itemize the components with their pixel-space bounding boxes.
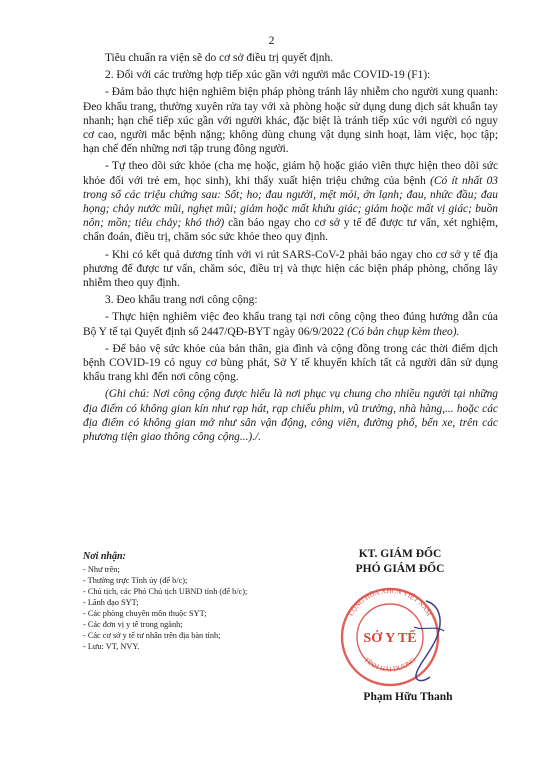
recipient-item: - Lưu: VT, NVY. — [83, 642, 140, 651]
signer-title: PHÓ GIÁM ĐỐC — [355, 563, 445, 575]
svg-text:CỘNG HÒA XHCN VIỆT NAM — [347, 587, 433, 618]
seal-text-top: CỘNG HÒA XHCN VIỆT NAM — [346, 586, 434, 618]
text-segment: - Để bảo vệ sức khỏe của bản thân, gia đình và cộng đồng trong các thời điểm dịch bệnh COVID-19 có nguy cơ bùng phát, Sở Y tế khuyến khích tất cả người dân sử dụng khẩu trang khi đến nơi công cộng. — [83, 342, 498, 384]
text-segment: Tiêu chuẩn ra viện sẽ do cơ sở điều trị quyết định. — [105, 52, 334, 64]
recipients-block — [83, 551, 323, 652]
recipient-item: - Thường trực Tỉnh ủy (để b/c); — [83, 576, 188, 585]
text-segment: 2. Đối với các trường hợp tiếp xúc gần với người mắc COVID-19 (F1): — [105, 69, 431, 82]
paragraph-self-monitoring — [83, 159, 498, 244]
signer-authority: KT. GIÁM ĐỐC — [358, 548, 442, 560]
paragraph-mask-regulation — [83, 310, 498, 338]
text-segment: - Tự theo dõi sức khỏe (cha mẹ hoặc, giám hộ hoặc giáo viên thực hiện theo dõi sức khỏe đối với trẻ em, học sinh), khi thấy xuất hiện triệu chứng của bệnh — [83, 160, 498, 187]
text-segment: - Thực hiện nghiêm việc đeo khẩu trang tại nơi công cộng theo đúng hướng dẫn của Bộ Y tế tại Quyết định số 2447/QĐ-BYT ngày 06/9/2022 — [83, 311, 498, 338]
text-segment: cần báo ngay cho cơ sở y tế để được tư vấn, xét nghiệm, chẩn đoán, điều trị, chăm sóc sức khỏe theo quy định. — [83, 217, 498, 244]
seal-center-text: SỞ Y TẾ — [363, 631, 417, 646]
recipient-item: - Các đơn vị y tế trong ngành; — [83, 620, 183, 629]
recipient-item: - Các phòng chuyên môn thuộc SYT; — [83, 609, 207, 618]
official-seal-icon — [318, 579, 468, 687]
paragraph-prevention — [83, 85, 498, 156]
seal-text-bottom: TỈNH HẢI DƯƠNG — [362, 656, 418, 674]
svg-text:TỈNH HẢI DƯƠNG — [362, 656, 417, 673]
signature-block — [300, 547, 500, 703]
heading-close-contacts — [83, 68, 498, 82]
signer-name: Phạm Hữu Thanh — [363, 691, 453, 703]
recipient-item: - Lãnh đạo SYT; — [83, 598, 139, 607]
recipient-item: - Chủ tịch, các Phó Chủ tịch UBND tỉnh (để b/c); — [83, 587, 248, 596]
text-segment: (Có ít nhất 03 trong số các triệu chứng sau: Sốt; ho; đau người, mệt mỏi, ớn lạnh; đau, nhức đầu; đau họng; chảy nước mũi, nghẹt mũi; giảm hoặc mất khứu giác; giảm hoặc mất vị giác; buồn nôn; mồn; tiêu chảy; khó thở) — [83, 174, 498, 230]
text-segment: (Ghi chú: Nơi công cộng được hiểu là nơi phục vụ chung cho nhiều người tại những địa điểm có không gian kín như rạp hát, rạp chiếu phim, vũ trường, nhà hàng,... hoặc các địa điểm có không gian mở như sân vận động, công viên, đường phố, bến xe, trên các phương tiện giao thông công cộng...)./. — [83, 388, 498, 444]
heading-masks-public — [83, 293, 498, 307]
paragraph-mask-encouragement — [83, 342, 498, 385]
page-number: 2 — [268, 33, 275, 47]
recipients-title: Nơi nhận: — [83, 551, 126, 562]
text-segment: 3. Đeo khẩu trang nơi công cộng: — [105, 294, 258, 307]
paragraph-positive-result — [83, 248, 498, 291]
recipient-item: - Như trên; — [83, 565, 120, 574]
text-segment: - Khi có kết quả dương tính với vi rút SARS-CoV-2 phải báo ngay cho cơ sở y tế địa phương để được tư vấn, chăm sóc, điều trị và thực hiện các biện pháp phòng, chống lây nhiễm theo quy định. — [83, 248, 498, 290]
recipient-item: - Các cơ sở y tế tư nhân trên địa bàn tỉnh; — [83, 631, 221, 640]
text-segment: - Đảm bảo thực hiện nghiêm biện pháp phòng tránh lây nhiễm cho người xung quanh: Đeo khẩu trang, thường xuyên rửa tay với xà phòng hoặc sử dụng dung dịch sát khuẩn tay nhanh; hạn chế tiếp xúc gần với người khác, đặc biệt là tránh tiếp xúc với người có nguy cơ cao, người mắc bệnh nặng; không dùng chung vật dụng sinh hoạt, làm việc, học tập; hạn chế đến những nơi tập trung đông người. — [83, 86, 498, 156]
text-segment: (Có bản chụp kèm theo). — [347, 325, 460, 338]
document-body — [83, 51, 498, 447]
paragraph-discharge — [83, 51, 498, 65]
paragraph-note — [83, 387, 498, 444]
